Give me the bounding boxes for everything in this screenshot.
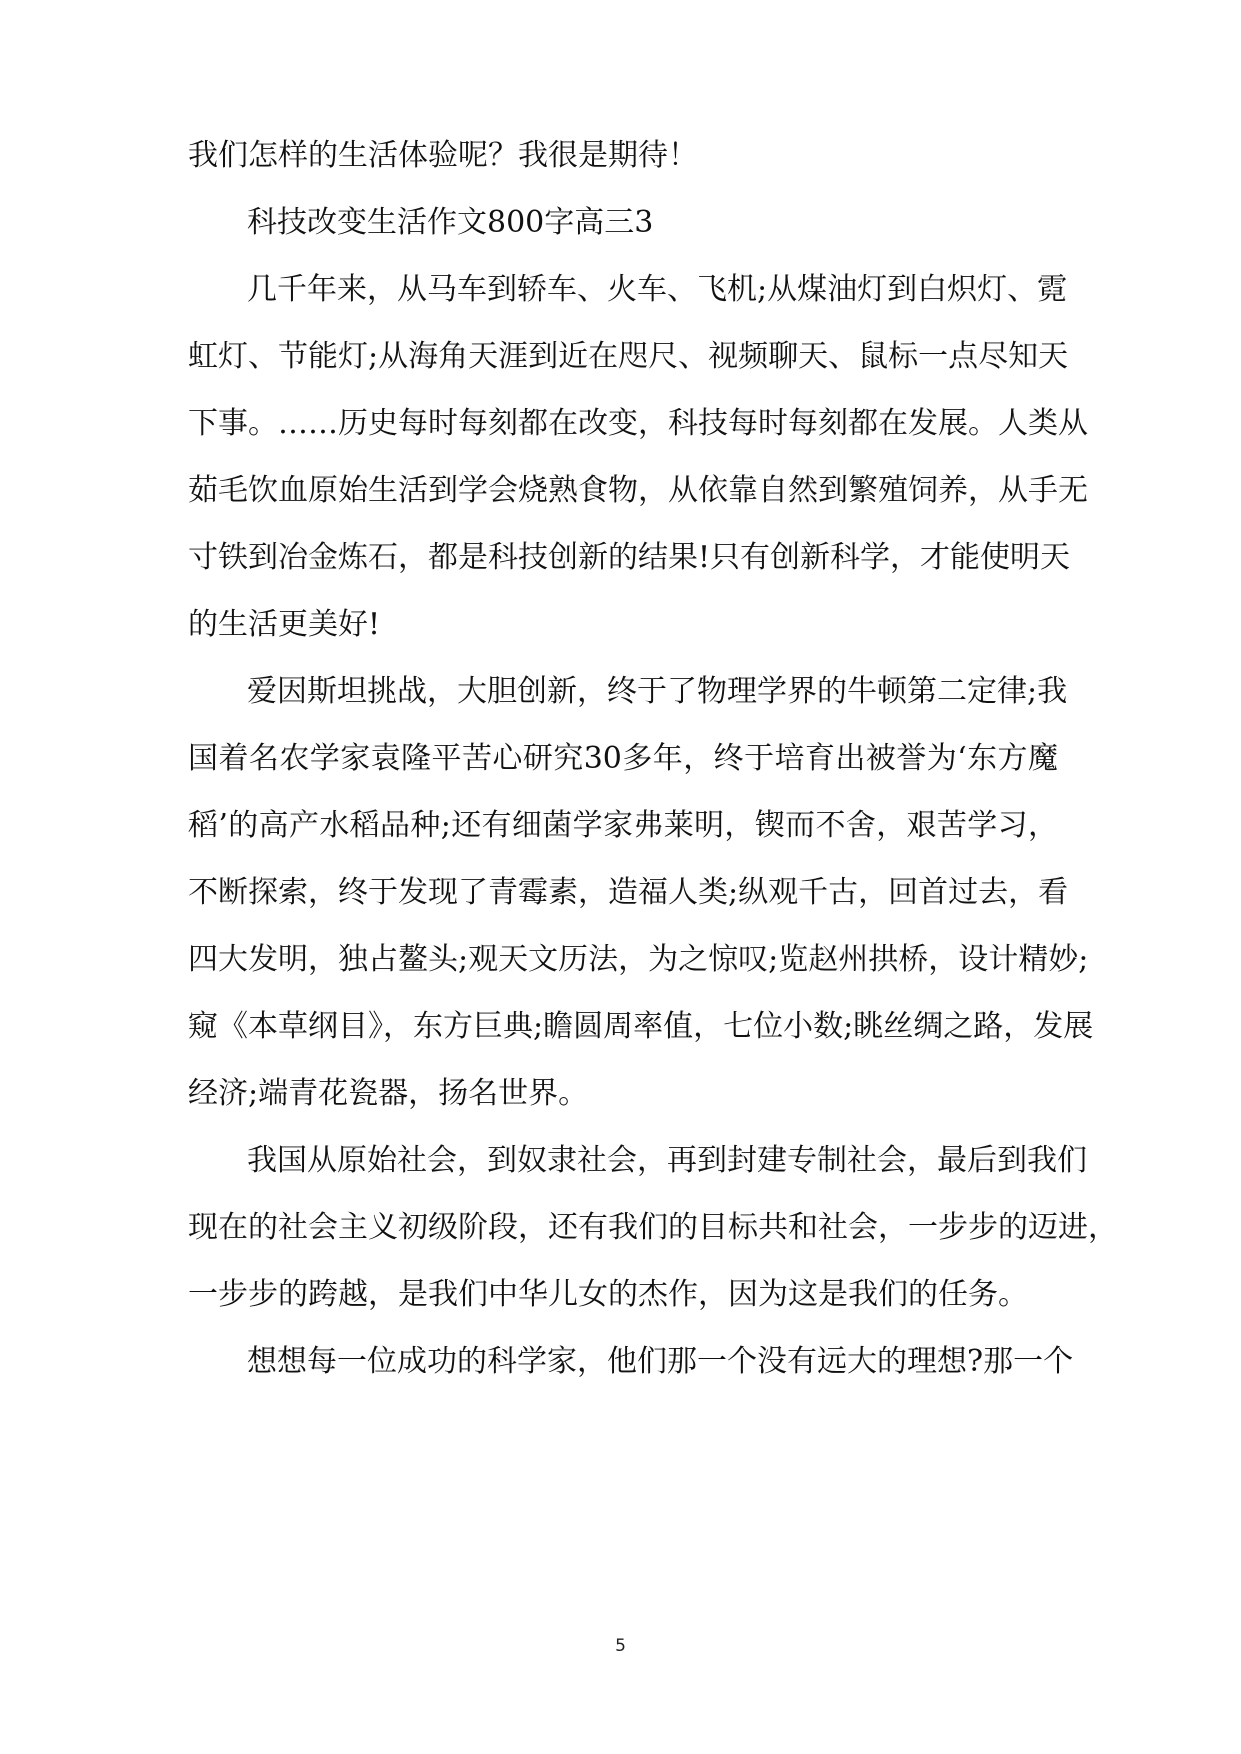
text-line-4: 虹灯、节能灯;从海角天涯到近在咫尺、视频聊天、鼠标一点尽知天 [188, 339, 1069, 374]
text-line-12: 不断探索，终于发现了青霉素，造福人类;纵观千古，回首过去，看 [188, 875, 1069, 910]
text-line-5: 下事。……历史每时每刻都在改变，科技每时每刻都在发展。人类从 [188, 406, 1088, 441]
text-line-18: 一步步的跨越，是我们中华儿女的杰作，因为这是我们的任务。 [188, 1277, 1028, 1312]
text-line-11: 稻’的高产水稻品种;还有细菌学家弗莱明，锲而不舍，艰苦学习， [188, 808, 1058, 843]
text-line-8: 的生活更美好! [188, 607, 381, 642]
text-line-16: 我国从原始社会，到奴隶社会，再到封建专制社会，最后到我们 [247, 1143, 1087, 1178]
text-line-19: 想想每一位成功的科学家，他们那一个没有远大的理想?那一个 [247, 1344, 1074, 1379]
text-line-6: 茹毛饮血原始生活到学会烧熟食物，从依靠自然到繁殖饲养，从手无 [188, 473, 1088, 508]
text-line-7: 寸铁到冶金炼石，都是科技创新的结果!只有创新科学，才能使明天 [188, 540, 1071, 575]
section-heading: 科技改变生活作文800字高三3 [247, 205, 654, 240]
text-line-10: 国着名农学家袁隆平苦心研究30多年，终于培育出被誉为‘东方魔 [188, 741, 1058, 776]
text-line-14: 窥《本草纲目》，东方巨典;瞻圆周率值，七位小数;眺丝绸之路，发展 [188, 1009, 1094, 1044]
text-line-17: 现在的社会主义初级阶段，还有我们的目标共和社会，一步步的迈进， [188, 1210, 1118, 1245]
text-line-3: 几千年来，从马车到轿车、火车、飞机;从煤油灯到白炽灯、霓 [247, 272, 1068, 307]
text-line-15: 经济;端青花瓷器，扬名世界。 [188, 1076, 589, 1111]
text-line-1: 我们怎样的生活体验呢？我很是期待！ [188, 138, 698, 173]
page-number: 5 [615, 1636, 626, 1656]
text-line-13: 四大发明，独占鳌头;观天文历法，为之惊叹;览赵州拱桥，设计精妙; [188, 942, 1089, 977]
text-line-9: 爱因斯坦挑战，大胆创新，终于了物理学界的牛顿第二定律;我 [247, 674, 1068, 709]
